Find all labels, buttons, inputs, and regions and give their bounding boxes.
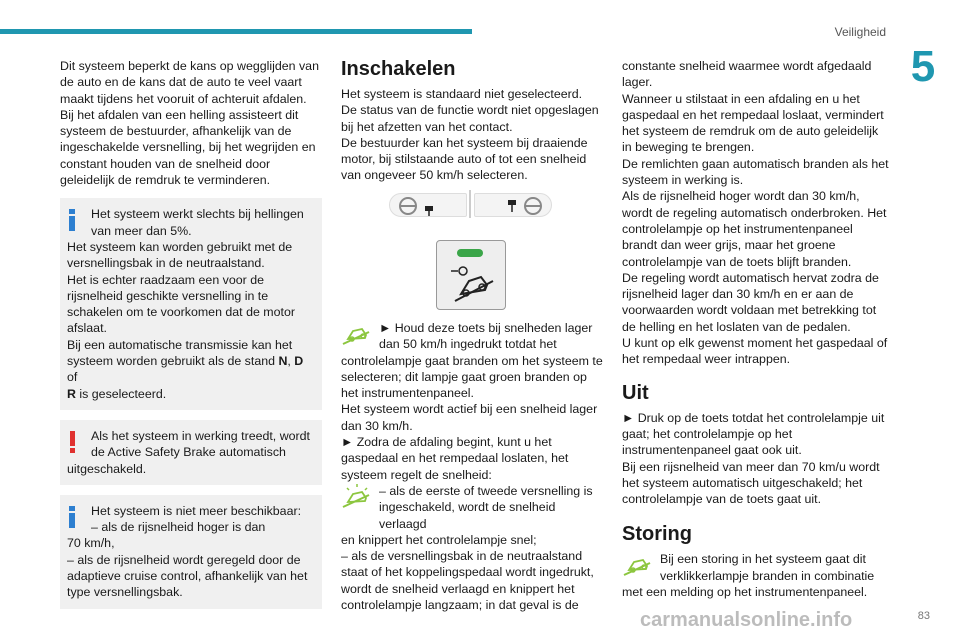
inschakelen-intro: Het systeem is standaard niet geselecteerd. De status van de functie wordt niet opgeslagen bij het afzetten van het contact. De bestuurder kan het systeem bij draaiende motor, bij stilstaande auto of tot een snelheid van ongeveer 50 km/h selecteren. — [341, 87, 599, 183]
hill-descent-indicator-icon — [341, 320, 373, 346]
warning-box-text: uitgeschakeld. — [67, 461, 147, 476]
step2-lead: – als de eerste of tweede versnelling is ingeschakeld, wordt de snelheid verlaagd — [379, 483, 593, 531]
info-box-lead: Het systeem werkt slechts bij hellingen van meer dan 5%. — [91, 207, 304, 238]
storing-text: met een melding op het instrumentenpaneel. — [622, 585, 868, 600]
info-box-availability — [60, 495, 322, 609]
info-icon — [68, 506, 76, 528]
header-accent-bar — [0, 29, 472, 34]
step2-text: en knippert het controlelampje snel; – als de versnellingsbak in de neutraalstand staat of het koppelingspedaal wordt ingedrukt, wordt de snelheid verlaagd en knippert het controlelampje langzaam; in dat geval is de — [341, 532, 594, 613]
steering-wheel-icon — [390, 194, 468, 218]
step1-text: controlelampje gaat branden om het systeem te selecteren; dit lampje gaat groen branden op het instrumentenpaneel. Het systeem wordt actief bij een snelheid lager dan 30 km/h. ► Zodra de afdaling begint, kunt u het gaspedaal en het rempedaal loslaten, het systeem regelt de snelheid: — [341, 353, 603, 482]
page-number: 83 — [917, 610, 930, 622]
info-icon — [68, 209, 76, 231]
info-box-lead: Het systeem is niet meer beschikbaar: – als de rijsnelheid hoger is dan — [91, 503, 302, 535]
info-box-slope — [60, 198, 322, 410]
column-left — [60, 58, 322, 609]
watermark-text: carmanualsonline.info — [640, 609, 853, 631]
step1-lead: ► Houd deze toets bij snelheden lager dan 50 km/h ingedrukt totdat het — [379, 321, 593, 352]
heading-uit: Uit — [622, 381, 649, 404]
hill-descent-blinking-icon — [341, 483, 373, 509]
storing-lead: Bij een storing in het systeem gaat dit verklikkerlampje branden in combinatie — [660, 552, 875, 583]
inschakelen-steps — [341, 320, 606, 613]
info-box-text: Het systeem kan worden gebruikt met de versnellingsbak in de neutraalstand. Het is echter raadzaam een voor de rijsnelheid geschikte versnelling in te schakelen om te voorkomen dat de motor afslaat. Bij een automatische transmissie kan het systeem worden gebruikt als de stand N, D of R is geselecteerd. — [67, 239, 304, 401]
storing-paragraph — [622, 551, 890, 600]
steering-control-right — [474, 193, 552, 217]
steering-control-left — [389, 193, 467, 217]
heading-inschakelen: Inschakelen — [341, 58, 456, 80]
column-middle — [341, 58, 606, 613]
gear-r: R — [67, 386, 76, 401]
gear-d: D — [294, 354, 304, 369]
gear-n: N — [278, 354, 288, 369]
info-box-text: 70 km/h, – als de rijsnelheid wordt geregeld door de adaptieve cruise control, afhankelijk van het type versnellingsbak. — [67, 536, 308, 600]
fault-warning-icon — [622, 551, 654, 577]
hill-descent-icon — [437, 241, 507, 311]
uit-paragraph: ► Druk op de toets totdat het controlelampje uit gaat; het controlelampje op het instrumentenpaneel gaat ook uit. Bij een rijsnelheid van meer dan 70 km/u wordt het systeem automatisch uitgeschakeld; het controlelampje van de toets gaat uit. — [622, 410, 885, 507]
warning-box-asb — [60, 420, 322, 485]
warning-icon — [69, 431, 77, 453]
control-divider — [469, 190, 471, 218]
warning-box-lead: Als het systeem in werking treedt, wordt de Active Safety Brake automatisch — [91, 428, 310, 460]
hill-descent-button[interactable] — [436, 240, 506, 310]
column-right — [622, 58, 890, 600]
continued-paragraph: constante snelheid waarmee wordt afgedaald lager. Wanneer u stilstaat in een afdaling en u het gaspedaal en het rempedaal loslaat, vermindert het systeem de remdruk om de auto geleidelijk in beweging te brengen. De remlichten gaan automatisch branden als het systeem in werking is. Als de rijsnelheid hoger wordt dan 30 km/h, wordt de regeling automatisch onderbroken. Het controlelampje op het instrumentenpaneel brandt dan weer grijs, maar het groene controlelampje van de toets blijft branden. De regeling wordt automatisch hervat zodra de rijsnelheid lager dan 30 km/h en er aan de voorwaarden wordt voldaan met betrekking tot de helling en het loslaten van de pedalen. U kunt op elk gewenst moment het gaspedaal of het rempedaal weer intrappen. — [622, 59, 889, 367]
steering-wheel-icon — [475, 194, 553, 218]
intro-paragraph: Dit systeem beperkt de kans op wegglijden van de auto en de kans dat de auto te veel vaart maakt tijdens het vooruit of achteruit afdalen. Bij het afdalen van een helling assisteert dit systeem de bestuurder, afhankelijk van de ingeschakelde versnelling, bij het wegrijden en constant houden van de snelheid door geleidelijk de remdruk te verminderen. — [60, 59, 319, 188]
heading-storing: Storing — [622, 523, 692, 546]
chapter-number: 5 — [910, 42, 936, 91]
section-title: Veiligheid — [834, 25, 886, 39]
